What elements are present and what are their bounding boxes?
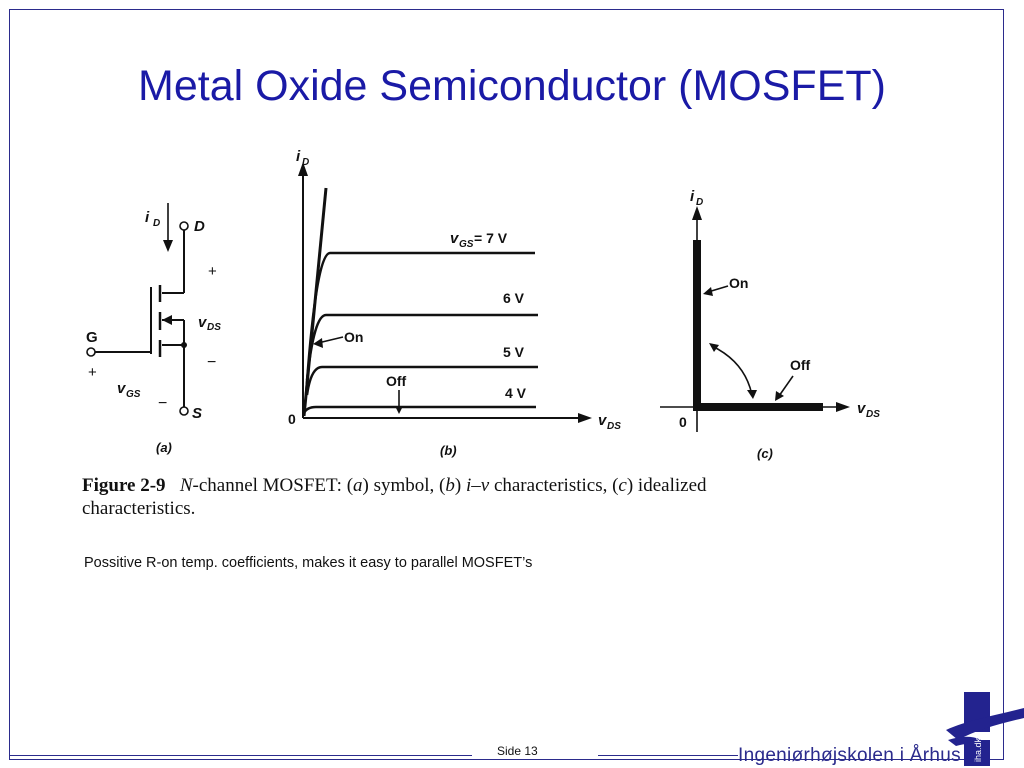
svg-text:DS: DS (866, 409, 880, 420)
mosfet-symbol-panel (86, 203, 221, 455)
svg-text:D: D (153, 218, 161, 229)
iv-characteristics-panel (288, 148, 621, 458)
svg-text:DS: DS (607, 421, 621, 432)
on-label-c: On (729, 275, 749, 291)
panel-a-label: (a) (156, 440, 172, 455)
footer-line-left (10, 755, 472, 756)
chart-b-x-label: v (598, 412, 607, 429)
svg-text:DS: DS (207, 322, 221, 333)
ideal-on-line (693, 240, 701, 410)
caption-line-2: characteristics. (82, 498, 196, 519)
slide-note: Possitive R-on temp. coefficients, makes it easy to parallel MOSFET’s (84, 555, 533, 571)
svg-text:D: D (696, 197, 704, 208)
vgs-minus: − (158, 395, 168, 412)
caption-number: Figure 2-9 (82, 475, 166, 496)
drain-label: D (194, 218, 205, 235)
symbol-id-label: i (145, 209, 150, 226)
school-name: Ingeniørhøjskolen i Århus (738, 745, 961, 766)
curve-vgs-7v (306, 253, 535, 395)
curve-label-4v: 4 V (505, 385, 527, 401)
svg-text:GS: GS (126, 389, 141, 400)
on-label-b: On (344, 329, 364, 345)
off-label-b: Off (386, 373, 407, 389)
source-terminal (180, 407, 188, 415)
vds-minus: − (207, 354, 217, 371)
curve-vgs-4v (304, 407, 536, 413)
symbol-vds-label: v (198, 314, 207, 331)
chart-b-origin: 0 (288, 411, 296, 427)
chart-c-origin: 0 (679, 414, 687, 430)
vgs-plus: + (88, 364, 97, 381)
svg-text:GS: GS (459, 239, 474, 250)
curve-vgs-5v (307, 367, 538, 395)
drain-terminal (180, 222, 188, 230)
curve-label-6v: 6 V (503, 290, 525, 306)
footer-line-right (598, 755, 738, 756)
ideal-characteristics-panel (660, 188, 880, 461)
vds-plus: + (208, 263, 217, 280)
panel-b-label: (b) (440, 443, 457, 458)
slide-title: Metal Oxide Semiconductor (MOSFET) (138, 62, 886, 110)
svg-text:D: D (302, 157, 310, 168)
ideal-off-line (693, 403, 823, 411)
chart-c-y-label: i (690, 188, 695, 205)
panel-c-label: (c) (757, 446, 773, 461)
page-number: Side 13 (497, 744, 538, 758)
chart-c-x-label: v (857, 400, 866, 417)
switching-arc (712, 346, 752, 395)
gate-terminal (87, 348, 95, 356)
logo-text: iha.dk (973, 737, 983, 762)
figure-caption: Figure 2-9 N-channel MOSFET: (a) symbol, (b) i–v characteristics, (c) idealized characteristics. (82, 475, 707, 519)
gate-label: G (86, 329, 98, 346)
iha-logo (938, 690, 1024, 768)
svg-text:= 7 V: = 7 V (474, 230, 508, 246)
off-label-c: Off (790, 357, 811, 373)
source-label: S (192, 405, 203, 422)
curve-label-5v: 5 V (503, 344, 525, 360)
symbol-vgs-label: v (117, 380, 126, 397)
chart-b-y-label: i (296, 148, 301, 165)
curve-label-7v: v (450, 230, 459, 247)
